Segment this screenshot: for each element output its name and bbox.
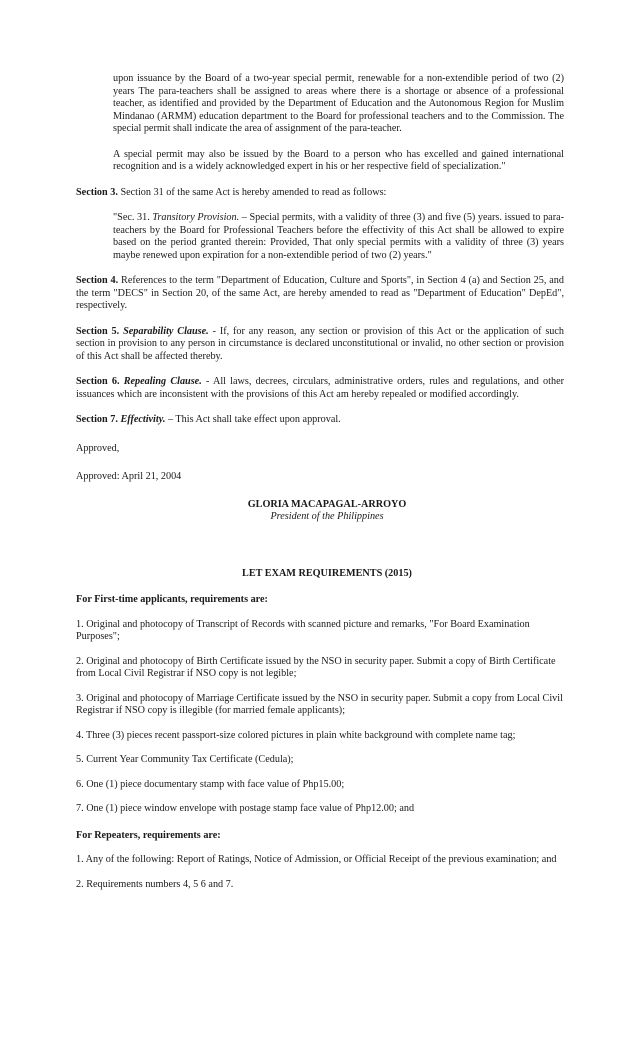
list-item: 2. Original and photocopy of Birth Certificate issued by the NSO in security paper. Submit a copy of Birth Certificate from Local Civil Registrar if NSO copy is not legible; — [76, 655, 556, 679]
section-6 — [76, 376, 564, 401]
repeaters-heading: For Repeaters, requirements are: — [76, 829, 221, 841]
list-item: 6. One (1) piece documentary stamp with face value of Php15.00; — [76, 778, 345, 790]
section-7-label: Section 7. — [76, 414, 118, 425]
section-31-text: – Special permits, with a validity of three (3) and five (5) years. issued to para-teachers by the Board for Professional Teachers before the effectivity of this Act shall be allowed to expire based on the period granted therein: Provided, That only special permits with a validity of three (3) years maybe renewed upon expiration for a non-extendible period of two (2) years." — [113, 212, 565, 261]
section-3-label: Section 3. — [76, 186, 118, 198]
section-7 — [76, 414, 564, 427]
signatory-title: President of the Philippines — [270, 511, 384, 522]
requirements-title: LET EXAM REQUIREMENTS (2015) — [242, 567, 412, 579]
act-paragraph-para-teachers: upon issuance by the Board of a two-year special permit, renewable for a non-extendible period of two (2) years The para-teachers shall be assigned to areas where there is a shortage or absence of a professional teacher, as identified and provided by the Department of Education and the Autonomous Region for Muslim Mindanao (ARMM) education department to the Board for professional teachers and to the Commission. The special permit shall indicate the area of assignment of the para-teacher. — [113, 73, 564, 134]
section-5-title: Separability Clause. — [123, 325, 209, 337]
section-5 — [76, 326, 564, 364]
section-3 — [76, 187, 564, 200]
section-5-label: Section 5. — [76, 325, 120, 337]
list-item: 4. Three (3) pieces recent passport-size colored pictures in plain white background with complete name tag; — [76, 729, 516, 741]
section-31-prefix: "Sec. 31. — [113, 212, 153, 223]
approved-line: Approved, — [76, 442, 120, 454]
list-item: 1. Any of the following: Report of Ratings, Notice of Admission, or Official Receipt of the previous examination; and — [76, 854, 557, 865]
section-31-title: Transitory Provision. — [152, 212, 240, 223]
list-item: 7. One (1) piece window envelope with postage stamp face value of Php12.00; and — [76, 803, 415, 814]
section-4-label: Section 4. — [76, 275, 119, 286]
list-item: 5. Current Year Community Tax Certificate (Cedula); — [76, 754, 294, 765]
act-paragraph-special-permit: A special permit may also be issued by the Board to a person who has excelled and gained international recognition and is a widely acknowledged expert in his or her respective field of specialization." — [113, 148, 564, 172]
list-item: 2. Requirements numbers 4, 5 6 and 7. — [76, 878, 234, 890]
section-7-text: – This Act shall take effect upon approval. — [165, 414, 341, 425]
section-4 — [76, 275, 564, 313]
signature-block — [76, 499, 564, 524]
section-6-label: Section 6. — [76, 376, 120, 387]
section-31-quote — [113, 212, 564, 262]
approved-date: Approved: April 21, 2004 — [76, 471, 182, 482]
section-3-text: Section 31 of the same Act is hereby amended to read as follows: — [117, 186, 387, 198]
section-6-title: Repealing Clause. — [123, 376, 202, 387]
first-time-heading: For First-time applicants, requirements are: — [76, 594, 268, 605]
list-item: 3. Original and photocopy of Marriage Certificate issued by the NSO in security paper. Submit a copy from Local Civil Registrar if NSO copy is illegible (for married female applicants); — [76, 692, 563, 716]
section-7-title: Effectivity. — [120, 414, 166, 425]
section-4-text: References to the term "Department of Education, Culture and Sports", in Section 4 (a) and Section 25, and the term "DECS" in Section 20, of the same Act, are hereby amended to read as "Department of Education" DepEd", respectively. — [76, 275, 564, 311]
signatory-name: GLORIA MACAPAGAL-ARROYO — [247, 498, 407, 510]
section-6-text: - All laws, decrees, circulars, administrative orders, rules and regulations, and other issuances which are inconsistent with the provisions of this Act am hereby repealed or modified accordingly. — [76, 376, 564, 400]
list-item: 1. Original and photocopy of Transcript of Records with scanned picture and remarks, "For Board Examination Purposes"; — [76, 618, 530, 642]
section-5-text: - If, for any reason, any section or provision of this Act or the application of such section in provision to any person in circumstance is declared unconstitutional or invalid, no other section or provision of this Act shall be affected thereby. — [76, 325, 564, 362]
